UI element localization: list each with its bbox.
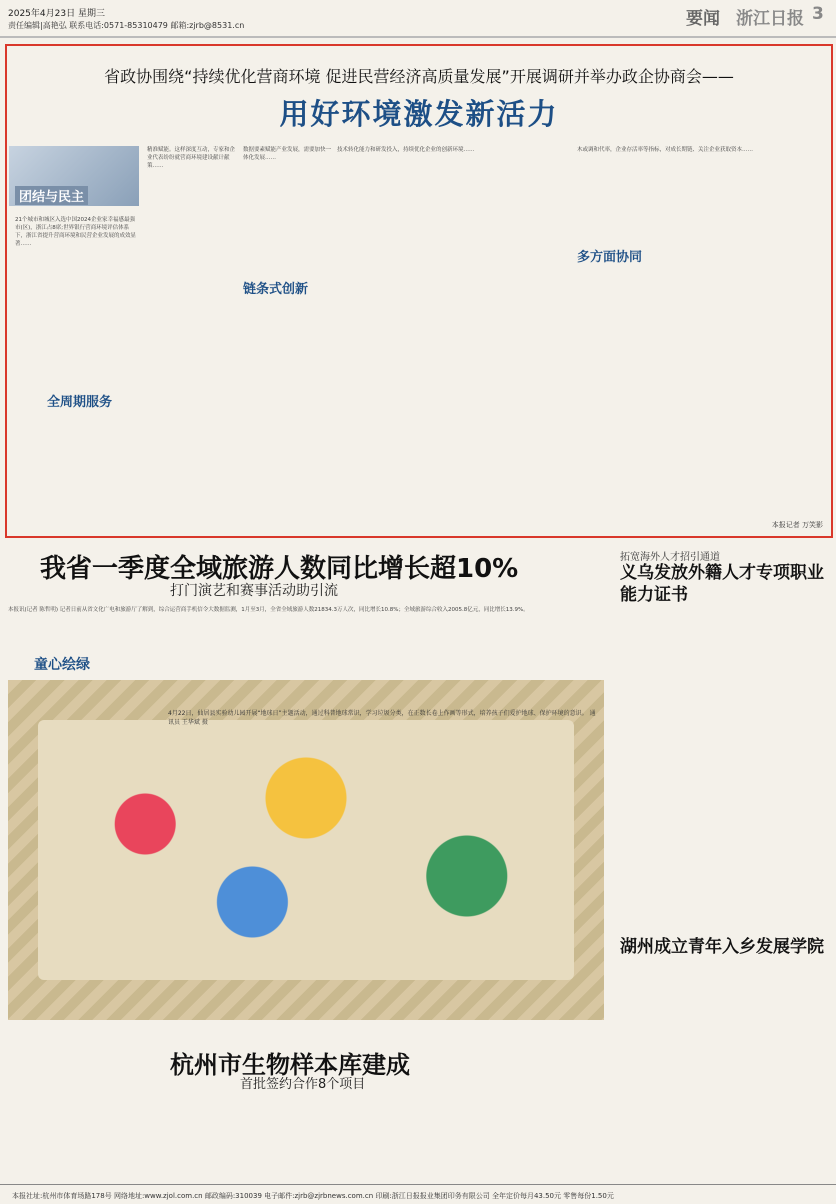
story-headline: 湖州成立青年入乡发展学院 [620, 937, 824, 957]
story-headline: 我省一季度全域旅游人数同比增长超10% [40, 554, 519, 584]
lead-body-text: 数据要素赋能产业发展，需要加快一体化发展…… [243, 147, 331, 161]
section-heading: 多方面协同 [577, 250, 643, 265]
lead-credit: 本报记者 万笑影 [771, 521, 823, 529]
lead-band: 团结与民主 [15, 186, 88, 205]
story-body: 本报讯(记者 陈哲明) 记者日前从省文化广电和旅游厅了解到，综合运营商手机信令大数据监测，1月至3月，全省全域旅游人数21834.3万人次，同比增长10.8%；全域旅游综合收入2005.8亿元，同比增长13.9%。 [8, 607, 529, 613]
lead-body-text: 精准赋能。这样深度互动，专家和企业代表纷纷就营商环境建设献计献策…… [147, 147, 235, 169]
page-number: 3 [812, 4, 824, 24]
footer: 本报社址:杭州市体育场路178号 网络地址:www.zjol.com.cn 邮政编码:310039 电子邮件:zjrb@zjrbnews.com.cn 印刷:浙江日报报业集团印务有限公司 全年定价每月43.50元 零售每份1.50元 [0, 1184, 836, 1204]
issue-date: 2025年4月23日 星期三 [8, 9, 105, 19]
lead-subtitle: 省政协围绕“持续优化营商环境 促进民营经济高质量发展”开展调研并举办政企协商会—— [104, 67, 734, 86]
column-name: 要闻 [686, 9, 720, 29]
section-heading: 链条式创新 [243, 282, 309, 297]
paper-logo: 浙江日报 [736, 9, 804, 29]
photo-badge: 童心绘绿 [34, 657, 90, 673]
story-headline: 杭州市生物样本库建成 [170, 1051, 410, 1079]
story-subheadline: 打门演艺和赛事活动助引流 [170, 583, 338, 599]
masthead-bar [0, 0, 836, 38]
lead-story [5, 44, 833, 538]
story-headline: 义乌发放外籍人才专项职业能力证书 [620, 563, 824, 605]
story-kicker: 拓宽海外人才招引通道 [620, 552, 720, 563]
section-heading: 全周期服务 [47, 395, 113, 410]
children-painting-photo [8, 657, 604, 1020]
lead-title: 用好环境激发新活力 [279, 97, 559, 131]
editor-info: 责任编辑|高艳弘 联系电话:0571-85310479 邮箱:zjrb@8531.cn [8, 21, 245, 30]
story-subheadline: 首批签约合作8个项目 [240, 1077, 366, 1092]
lead-body-text: 21个城市和城区入选中国2024企业家幸福感最强市(区)，浙江占8席;世界银行营商环境评估体系下，浙江省提升营商环境和民营企业发展的成效显著…… [15, 217, 137, 247]
painting-mural [38, 720, 574, 980]
lead-body-text: 技术转化能力和研发投入，持续优化企业的创新环境…… [337, 147, 475, 153]
photo-caption: 4月22日，仙居县实验幼儿园开展“地球日”主题活动，通过科普地球常识，学习垃圾分类，在正数长卷上作画等形式，培养孩子们爱护地球、保护环境的意识。 通讯员 王华斌 摄 [168, 710, 596, 726]
lead-body-text: 木或调和代率，企业存活率等指标，对成长期链、关注企业获取资本…… [577, 147, 754, 153]
